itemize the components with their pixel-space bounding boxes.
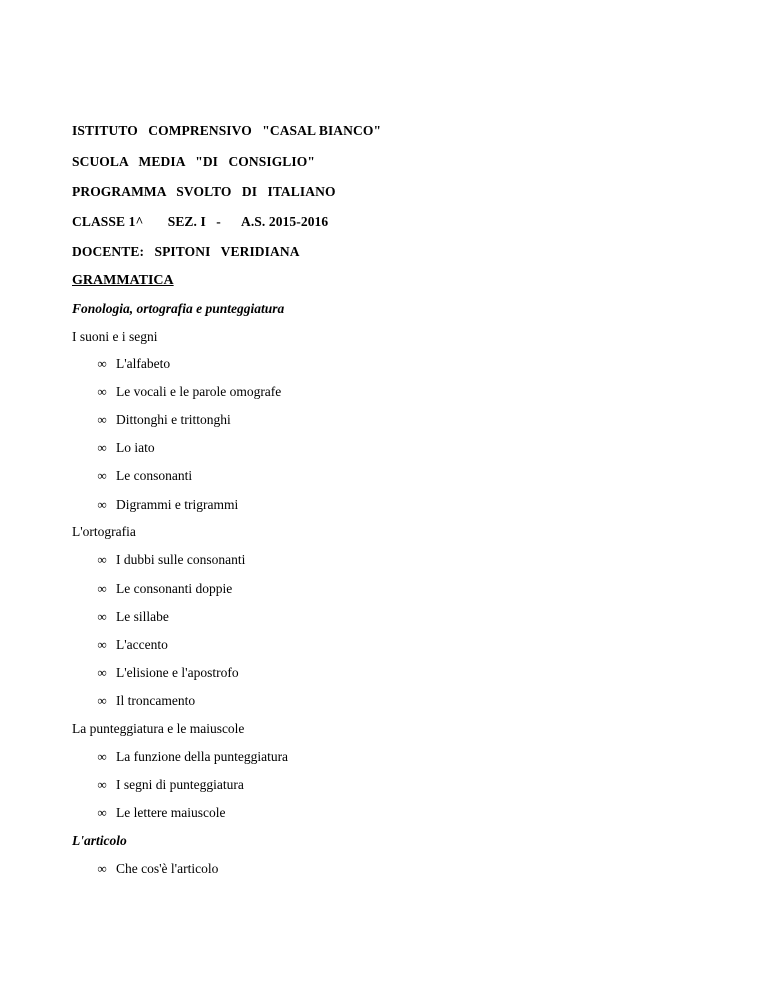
list-item-label: Lo iato xyxy=(116,440,155,455)
infinity-bullet-icon: ∞ xyxy=(97,609,107,624)
infinity-bullet-icon: ∞ xyxy=(97,693,107,708)
list-item-label: La funzione della punteggiatura xyxy=(116,749,289,764)
infinity-bullet-icon: ∞ xyxy=(97,356,107,371)
infinity-bullet-icon: ∞ xyxy=(97,412,107,427)
list-item-label: Le consonanti doppie xyxy=(116,581,233,596)
list-item-label: Le lettere maiuscole xyxy=(116,805,226,820)
list-item-label: Il troncamento xyxy=(116,693,196,708)
group-title-ortografia: L'ortografia xyxy=(72,524,136,539)
list-item-label: L'alfabeto xyxy=(116,356,171,371)
infinity-bullet-icon: ∞ xyxy=(97,665,107,680)
list-item-label: Le vocali e le parole omografe xyxy=(116,384,282,399)
list-item-label: L'elisione e l'apostrofo xyxy=(116,665,239,680)
class-info: CLASSE 1^ SEZ. I - A.S. 2015-2016 xyxy=(72,214,329,229)
list-item-label: Dittonghi e trittonghi xyxy=(116,412,231,427)
list-item-label: I segni di punteggiatura xyxy=(116,777,244,792)
subsection-articolo: L'articolo xyxy=(72,833,127,848)
group-title-punteggiatura: La punteggiatura e le maiuscole xyxy=(72,721,245,736)
infinity-bullet-icon: ∞ xyxy=(97,777,107,792)
infinity-bullet-icon: ∞ xyxy=(97,861,107,876)
infinity-bullet-icon: ∞ xyxy=(97,749,107,764)
program-title: PROGRAMMA SVOLTO DI ITALIANO xyxy=(72,184,336,199)
infinity-bullet-icon: ∞ xyxy=(97,468,107,483)
school-type: SCUOLA MEDIA "DI CONSIGLIO" xyxy=(72,154,315,169)
infinity-bullet-icon: ∞ xyxy=(97,440,107,455)
list-item-label: Che cos'è l'articolo xyxy=(116,861,219,876)
list-item-label: L'accento xyxy=(116,637,168,652)
list-item-label: Le consonanti xyxy=(116,468,193,483)
infinity-bullet-icon: ∞ xyxy=(97,805,107,820)
teacher-info: DOCENTE: SPITONI VERIDIANA xyxy=(72,244,300,259)
group-title-suoni: I suoni e i segni xyxy=(72,329,158,344)
list-item-label: Digrammi e trigrammi xyxy=(116,497,239,512)
list-item-label: I dubbi sulle consonanti xyxy=(116,552,246,567)
section-title-grammatica: GRAMMATICA xyxy=(72,273,174,288)
infinity-bullet-icon: ∞ xyxy=(97,384,107,399)
infinity-bullet-icon: ∞ xyxy=(97,497,107,512)
infinity-bullet-icon: ∞ xyxy=(97,637,107,652)
infinity-bullet-icon: ∞ xyxy=(97,552,107,567)
school-name: ISTITUTO COMPRENSIVO "CASAL BIANCO" xyxy=(72,123,382,138)
infinity-bullet-icon: ∞ xyxy=(97,581,107,596)
list-item-label: Le sillabe xyxy=(116,609,169,624)
subsection-fonologia: Fonologia, ortografia e punteggiatura xyxy=(72,301,285,316)
